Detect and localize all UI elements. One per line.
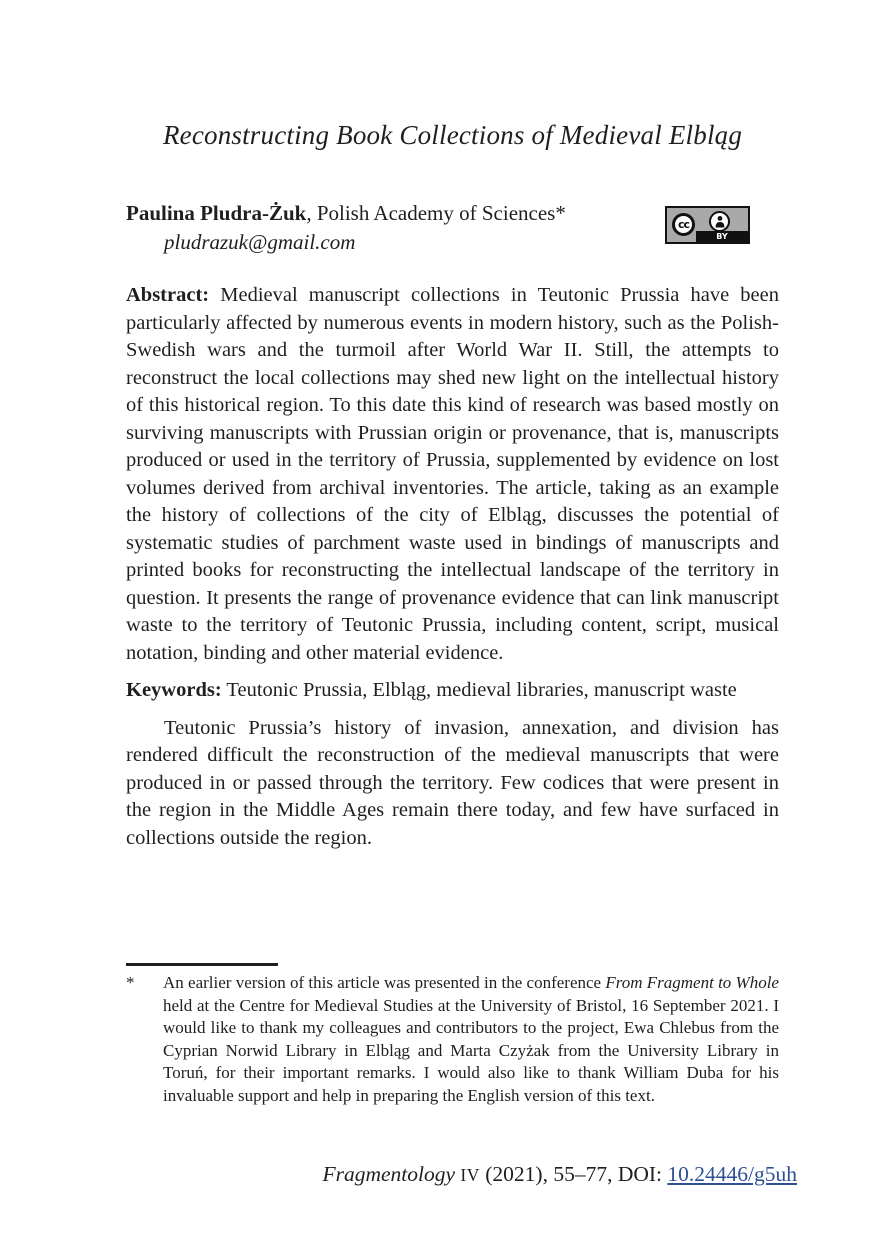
cc-logo-icon: cc	[672, 213, 695, 236]
footnote-text-end: held at the Centre for Medieval Studies at the University of Bristol, 16 September 2021. I would like to thank my colleagues and contributors to the project, Ewa Chlebus from the Cyprian Norwid Library in Elbląg and Marta Czyżak from the University Library in Toruń, for their important remarks. I would also like to thank William Duba for his invaluable support and help in preparing the English version of this text.	[163, 995, 779, 1105]
footnote-text-start: An earlier version of this article was presented in the conference	[163, 973, 606, 992]
journal-name: Fragmentology	[322, 1162, 456, 1186]
footnote-conference-title: From Fragment to Whole	[605, 973, 779, 992]
abstract-paragraph	[126, 282, 779, 667]
journal-volume: IV	[460, 1165, 480, 1185]
cc-by-label: BY	[696, 231, 748, 242]
cc-by-license-badge	[665, 206, 750, 244]
journal-footer	[322, 1160, 797, 1189]
author-line	[126, 199, 566, 227]
citation-text: (2021), 55–77, DOI:	[479, 1162, 668, 1186]
doi-link[interactable]: 10.24446/g5uh	[667, 1162, 797, 1186]
abstract-text: Medieval manuscript collections in Teutonic Prussia have been particularly affected by numerous events in modern history, such as the Polish-Swedish wars and the turmoil after World War II. Still, the attempts to reconstruct the local collections may shed new light on the intellectual history of this historical region. To this date this kind of research was based mostly on surviving manuscripts with Prussian origin or provenance, that is, manuscripts produced or used in the territory of Prussia, supplemented by evidence on lost volumes derived from archival inventories. The article, taking as an example the history of collections of the city of Elbląg, discusses the potential of systematic studies of parchment waste used in bindings of manuscripts and printed books for reconstructing the intellectual landscape of the territory in question. It presents the range of provenance evidence that can link manuscript waste to the territory of Teutonic Prussia, including content, script, musical notation, binding and other material evidence.	[126, 284, 779, 664]
keywords-label: Keywords:	[126, 679, 222, 701]
main-text	[126, 282, 779, 852]
body-paragraph: Teutonic Prussia’s history of invasion, annexation, and division has rendered difficult the reconstruction of the medieval manuscripts that were produced in or passed through the territory. Few codices that were present in the region in the Middle Ages remain there today, and few have surfaced in collections outside the region.	[126, 716, 779, 849]
article-title: Reconstructing Book Collections of Medieval Elbląg	[162, 120, 743, 150]
abstract-label: Abstract:	[126, 284, 210, 306]
footnote-section	[126, 963, 779, 1107]
author-name: Paulina Pludra-Żuk	[126, 201, 307, 225]
attribution-person-icon	[709, 211, 730, 232]
footnote-marker: *	[126, 973, 135, 992]
footnote-body	[126, 972, 779, 1107]
author-affiliation: , Polish Academy of Sciences*	[306, 201, 566, 225]
keywords-paragraph	[126, 677, 779, 705]
author-email: pludrazuk@gmail.com	[164, 230, 356, 254]
keywords-text: Teutonic Prussia, Elbląg, medieval libraries, manuscript waste	[221, 679, 737, 701]
footnote-divider	[126, 963, 278, 966]
